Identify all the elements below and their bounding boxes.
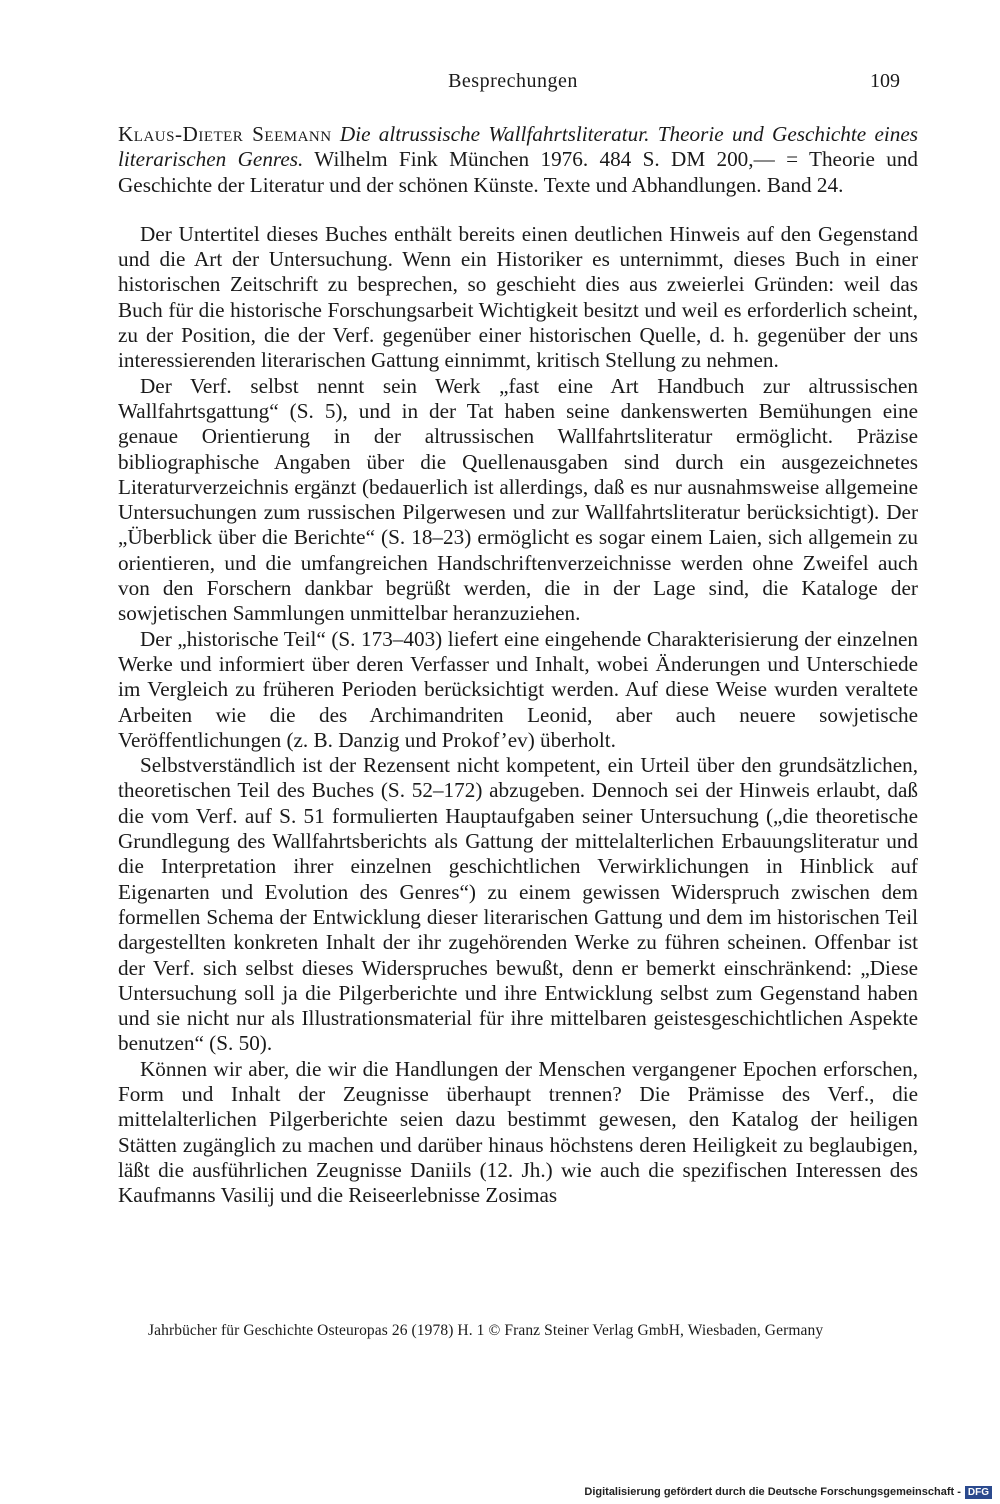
digitization-credit-text: Digitalisierung gefördert durch die Deutsche Forschungsgemeinschaft - xyxy=(584,1486,961,1498)
paragraph: Der Verf. selbst nennt sein Werk „fast eine Art Handbuch zur altrussischen Wallfahrtsgattung“ (S. 5), und in der Tat haben seine dankenswerten Bemühungen eine genaue Orientierung in der altrussischen Wallfahrtsliteratur ermöglicht. Präzise bibliographische Angaben über die Quellenausgaben sind durch ein ausgezeichnetes Literaturverzeichnis ergänzt (bedauerlich ist allerdings, daß es nur ausnahmsweise allgemeine Untersuchungen zum russischen Pilgerwesen und zur Wallfahrtsliteratur berücksichtigt). Der „Überblick über die Berichte“ (S. 18–23) ermöglicht es sogar einem Laien, sich allgemein zu orientieren, und die umfangreichen Handschriftenverzeichnisse werden ohne Zweifel auch von den Forschern dankbar begrüßt werden, die in der Lage sind, die Kataloge der sowjetischen Sammlungen unmittelbar heranzuziehen. xyxy=(118,373,918,626)
paragraph: Der Untertitel dieses Buches enthält bereits einen deutlichen Hinweis auf den Gegenstand und die Art der Untersuchung. Wenn ein Historiker es unternimmt, dieses Buch in einer historischen Zeitschrift zu besprechen, so geschieht dies aus zweierlei Gründen: weil das Buch für die historische Forschungsarbeit Wichtigkeit besitzt und weil es erforderlich scheint, zu der Position, die der Verf. gegenüber einer historischen Quelle, d. h. gegenüber der uns interessierenden literarischen Gattung einnimmt, kritisch Stellung zu nehmen. xyxy=(118,221,918,373)
paragraph: Können wir aber, die wir die Handlungen der Menschen vergangener Epochen erforschen, Form und Inhalt der Zeugnisse überhaupt trennen? Die Prämisse des Verf., die mittelalterlichen Pilgerberichte seien dazu bestimmt gewesen, den Katalog der heiligen Stätten zugänglich zu machen und darüber hinaus höchstens deren Heiligkeit zu beglaubigen, läßt die ausführlichen Zeugnisse Daniils (12. Jh.) wie auch die spezifischen Interessen des Kaufmanns Vasilij und die Reiseerlebnisse Zosimas xyxy=(118,1056,918,1208)
reviewed-book-title: Die altrussische Wallfahrtsliteratur. Theorie und Geschichte eines literarischen Genres. xyxy=(118,122,918,172)
section-title: Besprechungen xyxy=(448,70,578,92)
running-head xyxy=(118,70,908,100)
paragraph: Selbstverständlich ist der Rezensent nicht kompetent, ein Urteil über den grundsätzlichen, theoretischen Teil des Buches (S. 52–172) abzugeben. Dennoch sei der Hinweis erlaubt, daß die vom Verf. auf S. 51 formulierten Hauptaufgaben seiner Untersuchung („die theoretische Grundlegung des Wallfahrtsberichts als Gattung der mittelalterlichen Erbauungsliteratur und die Interpretation ihrer einzelnen geschichtlichen Verwirklichungen in Hinblick auf Eigenarten und Evolution des Genres“) zu einem gewissen Widerspruch zwischen dem formellen Schema der Entwicklung dieser literarischen Gattung und dem im historischen Teil dargestellten konkreten Inhalt der ihr zugehörenden Werke zu führen scheinen. Offenbar ist der Verf. sich selbst dieses Widerspruches bewußt, denn er bemerkt einschränkend: „Diese Untersuchung soll ja die Pilgerberichte und ihre Entwicklung selbst zum Gegenstand haben und sie nicht nur als Illustrationsmaterial für ihre mittelbaren geistesgeschichtlichen Aspekte benutzen“ (S. 50). xyxy=(118,753,918,1056)
journal-footer: Jahrbücher für Geschichte Osteuropas 26 (1978) H. 1 © Franz Steiner Verlag GmbH, Wiesbaden, Germany xyxy=(148,1322,824,1339)
bibliographic-entry xyxy=(118,122,918,198)
paragraph: Der „historische Teil“ (S. 173–403) liefert eine eingehende Charakterisierung der einzelnen Werke und informiert über deren Verfasser und Inhalt, wobei Änderungen und Unterschiede im Vergleich zu früheren Perioden berücksichtigt werden. Auf diese Weise wurden veraltete Arbeiten wie die des Archimandriten Leonid, aber auch neuere sowjetische Veröffentlichungen (z. B. Danzig und Prokof’ev) überholt. xyxy=(118,626,918,752)
reviewed-author: Klaus-Dieter Seemann xyxy=(118,122,332,146)
digitization-credit xyxy=(584,1484,992,1500)
publication-details: Wilhelm Fink München 1976. 484 S. DM 200,— = Theorie und Geschichte der Literatur und der schönen Künste. Texte und Abhandlungen. Band 24. xyxy=(118,147,919,197)
body-text xyxy=(118,122,918,1208)
dfg-logo: DFG xyxy=(965,1486,992,1499)
page-number: 109 xyxy=(870,70,900,92)
